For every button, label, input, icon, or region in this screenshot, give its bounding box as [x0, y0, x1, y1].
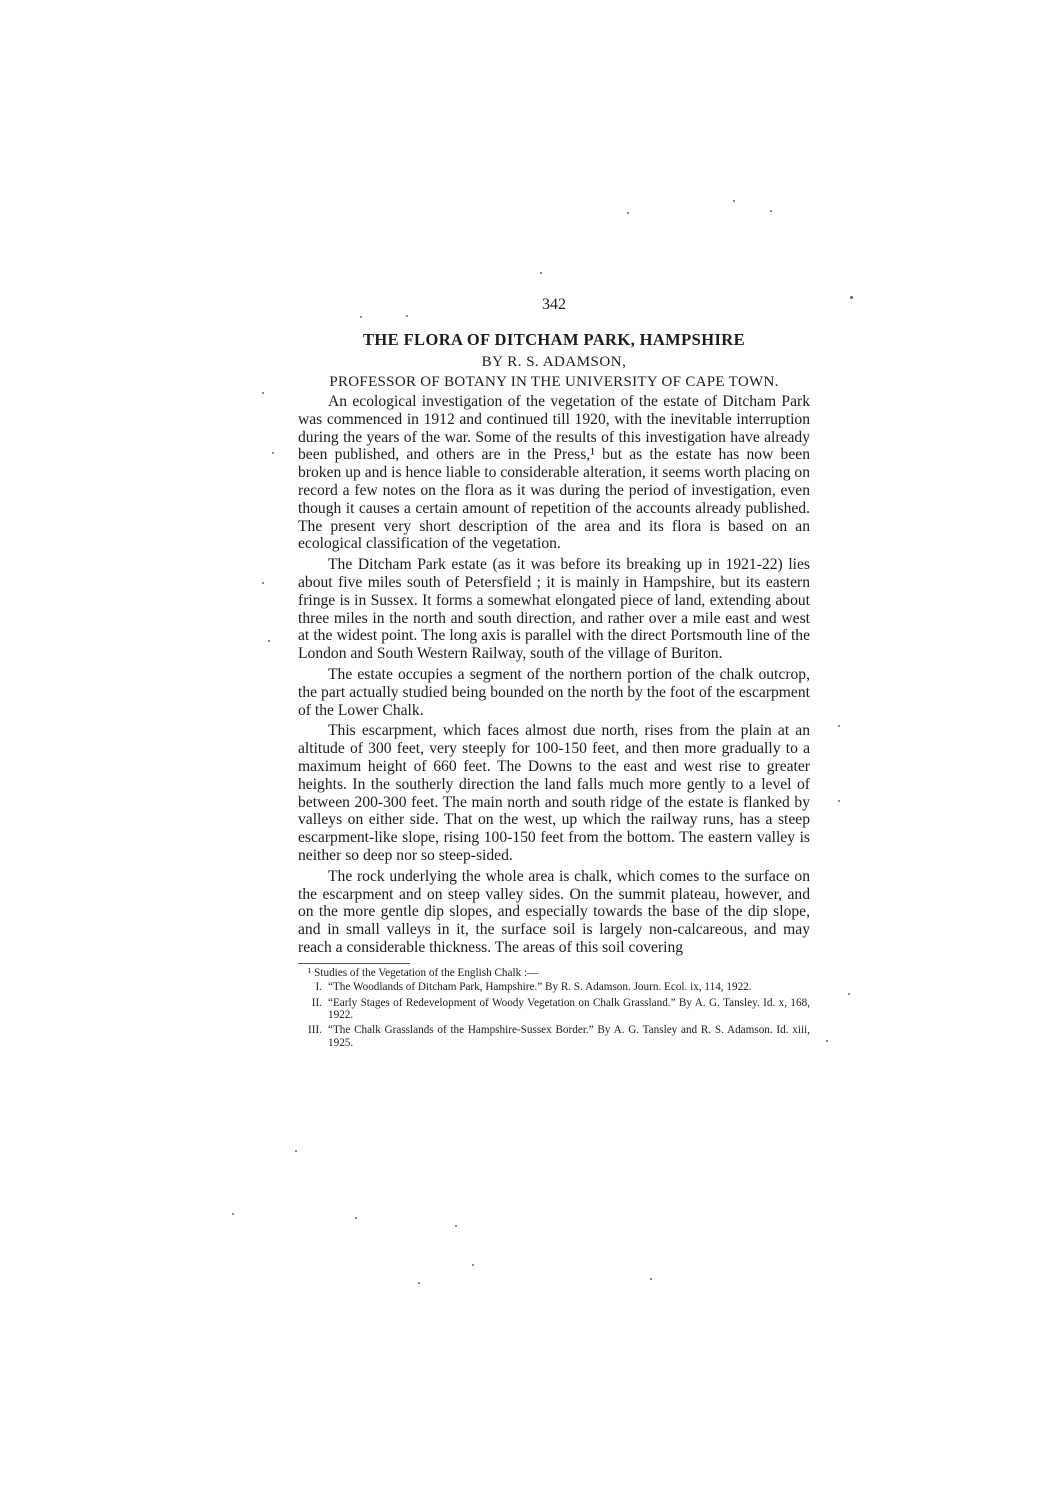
body-paragraph: This escarpment, which faces almost due north, rises from the plain at an altitude of 300 feet, very steeply for 100-150 feet, and then more gradually to a maximum height of 660 feet. The Downs to the east and west rise to greater heights. In the southerly direction the land falls much more gently to a level of between 200-300 feet. The main north and south ridge of the estate is flanked by valleys on either side. That on the west, up which the railway runs, has a steep escarpment-like slope, rising 100-150 feet from the bottom. The eastern valley is neither so deep nor so steep-sided. — [298, 722, 810, 864]
scan-speck — [850, 296, 853, 299]
scan-speck — [262, 392, 264, 394]
scan-speck — [540, 272, 542, 274]
scan-speck — [838, 725, 840, 727]
body-paragraph: The rock underlying the whole area is chalk, which comes to the surface on the escarpment and on steep valley sides. On the summit plateau, however, and on the more gentle dip slopes, and especially towards the base of the dip slope, and in small valleys in it, the surface soil is largely non-calcareous, and may reach a considerable thickness. The areas of this soil covering — [298, 867, 810, 956]
scan-speck — [650, 1278, 652, 1280]
body-paragraph: An ecological investigation of the vegetation of the estate of Ditcham Park was commenced in 1912 and continued till 1920, with the inevitable interruption during the years of the war. Some of the results of this investigation have already been published, and others are in the Press,¹ but as the estate has now been broken up and is hence liable to considerable alteration, it seems worth placing on record a few notes on the flora as it was during the period of investigation, even though it causes a certain amount of repetition of the accounts already published. The present very short description of the area and its flora is based on an ecological classification of the vegetation. — [298, 393, 810, 553]
scan-speck — [360, 316, 362, 318]
footnotes — [298, 967, 810, 1049]
scan-speck — [838, 800, 840, 802]
footnote-text: “The Chalk Grasslands of the Hampshire-Sussex Border.” By A. G. Tansley and R. S. Adamson. Id. xiii, 1925. — [328, 1024, 810, 1049]
scan-speck — [770, 210, 772, 212]
footnote-intro: ¹ Studies of the Vegetation of the English Chalk :— — [308, 966, 539, 979]
footnote-text: “Early Stages of Redevelopment of Woody Vegetation on Chalk Grassland.” By A. G. Tansley. Id. x, 168, 1922. — [328, 996, 810, 1021]
footnote-number: III. — [308, 1024, 322, 1037]
scan-speck — [733, 200, 735, 202]
article-title: THE FLORA OF DITCHAM PARK, HAMPSHIRE — [363, 330, 745, 349]
scan-speck — [627, 212, 629, 214]
scan-speck — [455, 1225, 457, 1227]
document-page — [298, 296, 810, 1052]
footnote-item — [298, 981, 810, 993]
footnote-number: II. — [311, 996, 322, 1009]
body-paragraph: The estate occupies a segment of the northern portion of the chalk outcrop, the part actually studied being bounded on the north by the foot of the escarpment of the Lower Chalk. — [298, 665, 810, 719]
scan-speck — [826, 1040, 828, 1042]
scan-speck — [418, 1282, 420, 1284]
footnote-item — [298, 1024, 810, 1049]
scan-speck — [406, 315, 408, 317]
footnote-item — [298, 997, 810, 1022]
scan-speck — [272, 452, 274, 454]
page-number: 342 — [542, 296, 566, 313]
scan-speck — [848, 993, 850, 995]
scan-speck — [232, 1213, 234, 1215]
scan-speck — [268, 640, 270, 642]
scan-speck — [295, 1150, 297, 1152]
scan-speck — [355, 1217, 357, 1219]
footnote-text: “The Woodlands of Ditcham Park, Hampshire.” By R. S. Adamson. Journ. Ecol. ix, 114, 1922. — [328, 981, 752, 994]
footnote-number: I. — [315, 981, 322, 994]
author-byline: BY R. S. ADAMSON, — [481, 354, 627, 370]
body-paragraph: The Ditcham Park estate (as it was before its breaking up in 1921-22) lies about five miles south of Petersfield ; it is mainly in Hampshire, but its eastern fringe is in Sussex. It forms a somewhat elongated piece of land, extending about three miles in the north and south direction, and rather over a mile east and west at the widest point. The long axis is parallel with the direct Portsmouth line of the London and South Western Railway, south of the village of Buriton. — [298, 556, 810, 663]
scan-speck — [262, 582, 264, 584]
author-affiliation: PROFESSOR OF BOTANY IN THE UNIVERSITY OF CAPE TOWN. — [329, 374, 779, 390]
scan-speck — [472, 1264, 474, 1266]
footnote-divider — [298, 963, 410, 964]
